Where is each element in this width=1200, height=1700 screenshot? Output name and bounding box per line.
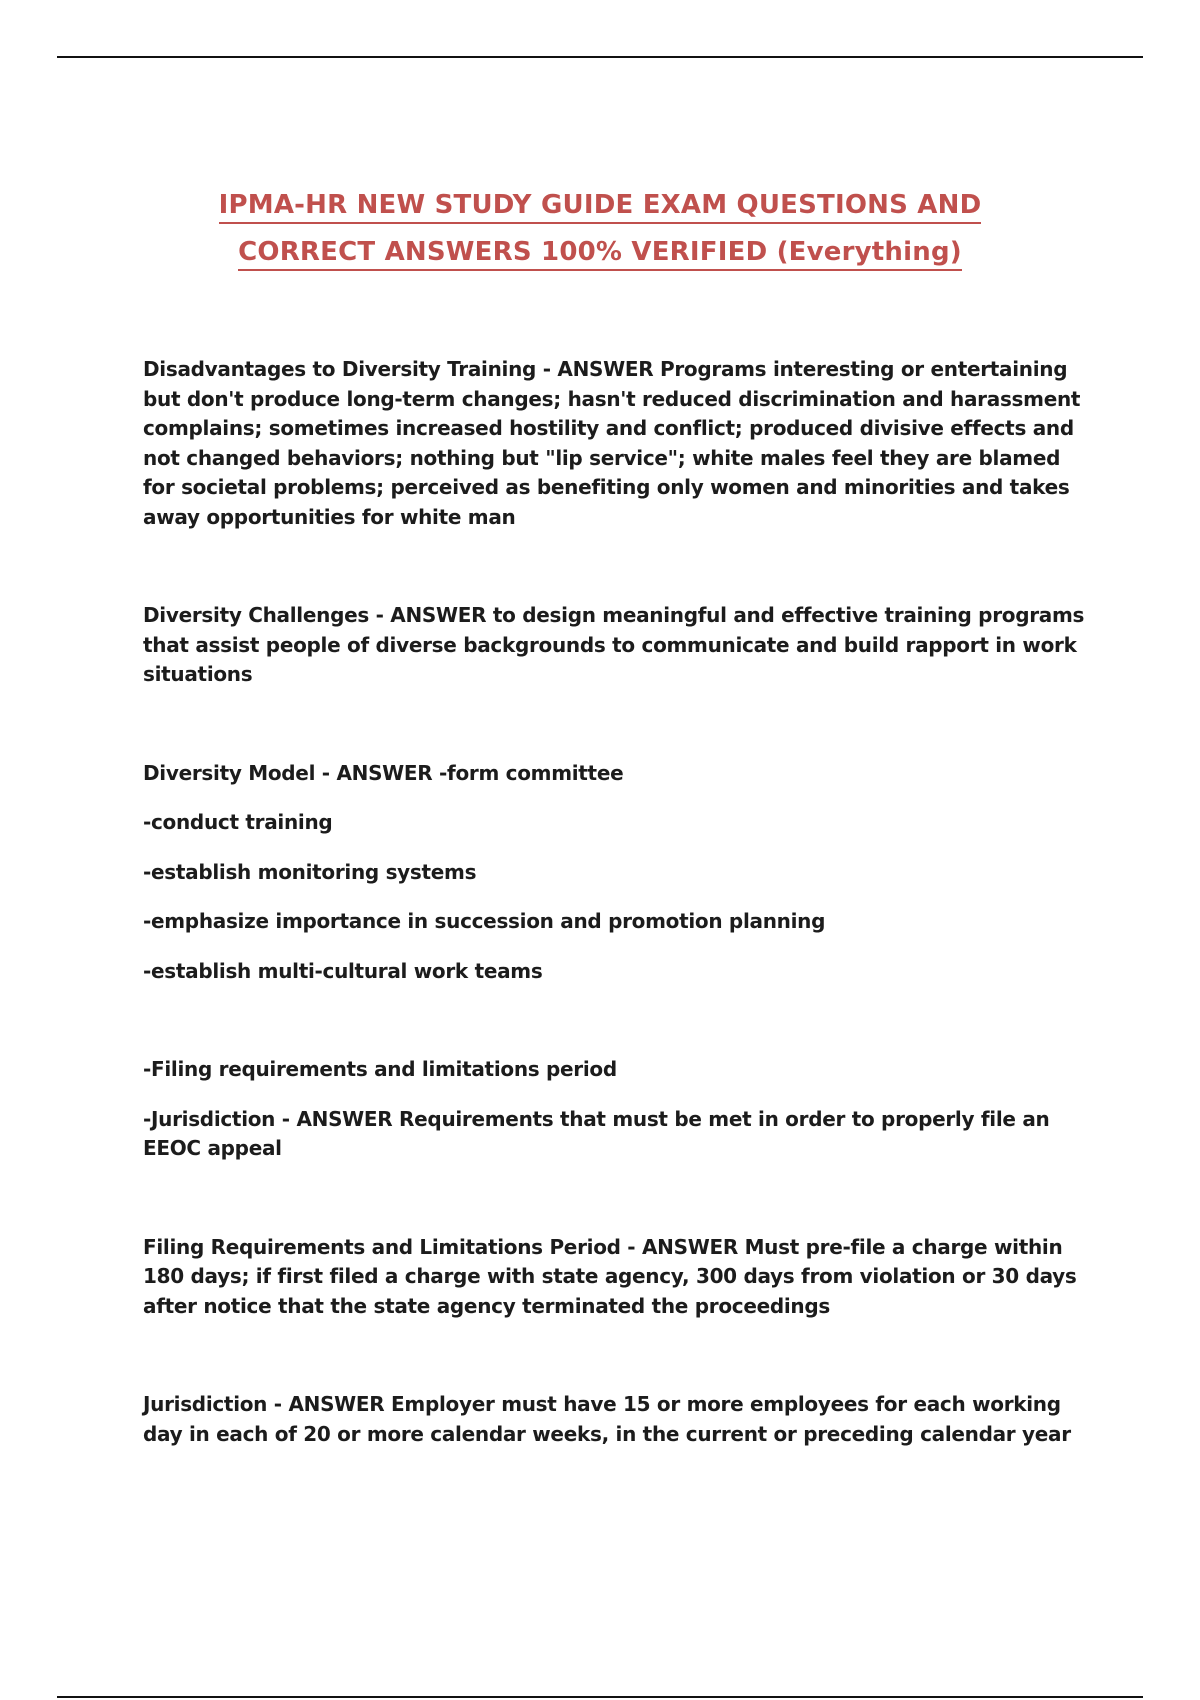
model-item-4: -establish multi-cultural work teams <box>143 958 543 983</box>
entry-filing-requirements: Filing Requirements and Limitations Period - ANSWER Must pre-file a charge within 180 days; if first filed a charge with state agency, 300 days from violation or 30 days after notice that the state agency terminated the proceedings <box>143 1234 1077 1318</box>
title-line-1: IPMA-HR NEW STUDY GUIDE EXAM QUESTIONS AND <box>219 190 982 224</box>
title-line-2: CORRECT ANSWERS 100% VERIFIED (Everything) <box>238 237 962 271</box>
document-body <box>143 355 1093 1449</box>
bottom-rule <box>57 1696 1143 1698</box>
entry-jurisdiction-item: -Jurisdiction - ANSWER Requirements that must be met in order to properly file an EEOC appeal <box>143 1106 1050 1160</box>
model-item-1: -conduct training <box>143 810 333 834</box>
entry-challenges: Diversity Challenges - ANSWER to design meaningful and effective training programs that assist people of diverse backgrounds to communicate and build rapport in work situations <box>143 603 1085 686</box>
entry-disadvantages: Disadvantages to Diversity Training - ANSWER Programs interesting or entertaining but don't produce long-term changes; hasn't reduced discrimination and harassment complains; sometimes increased hostility and conflict; produced divisive effects and not changed behaviors; nothing but "lip service"; white males feel they are blamed for societal problems; perceived as benefiting only women and minorities and takes away opportunities for white man <box>143 357 1081 529</box>
model-item-2: -establish monitoring systems <box>143 859 477 884</box>
top-rule <box>57 56 1143 58</box>
entry-jurisdiction: Jurisdiction - ANSWER Employer must have 15 or more employees for each working day in each of 20 or more calendar weeks, in the current or preceding calendar year <box>143 1392 1071 1446</box>
entry-model-heading: Diversity Model - ANSWER -form committee <box>143 760 624 785</box>
document-title <box>0 190 1200 284</box>
entry-filing-item: -Filing requirements and limitations period <box>143 1057 617 1081</box>
model-item-3: -emphasize importance in succession and promotion planning <box>143 909 826 933</box>
